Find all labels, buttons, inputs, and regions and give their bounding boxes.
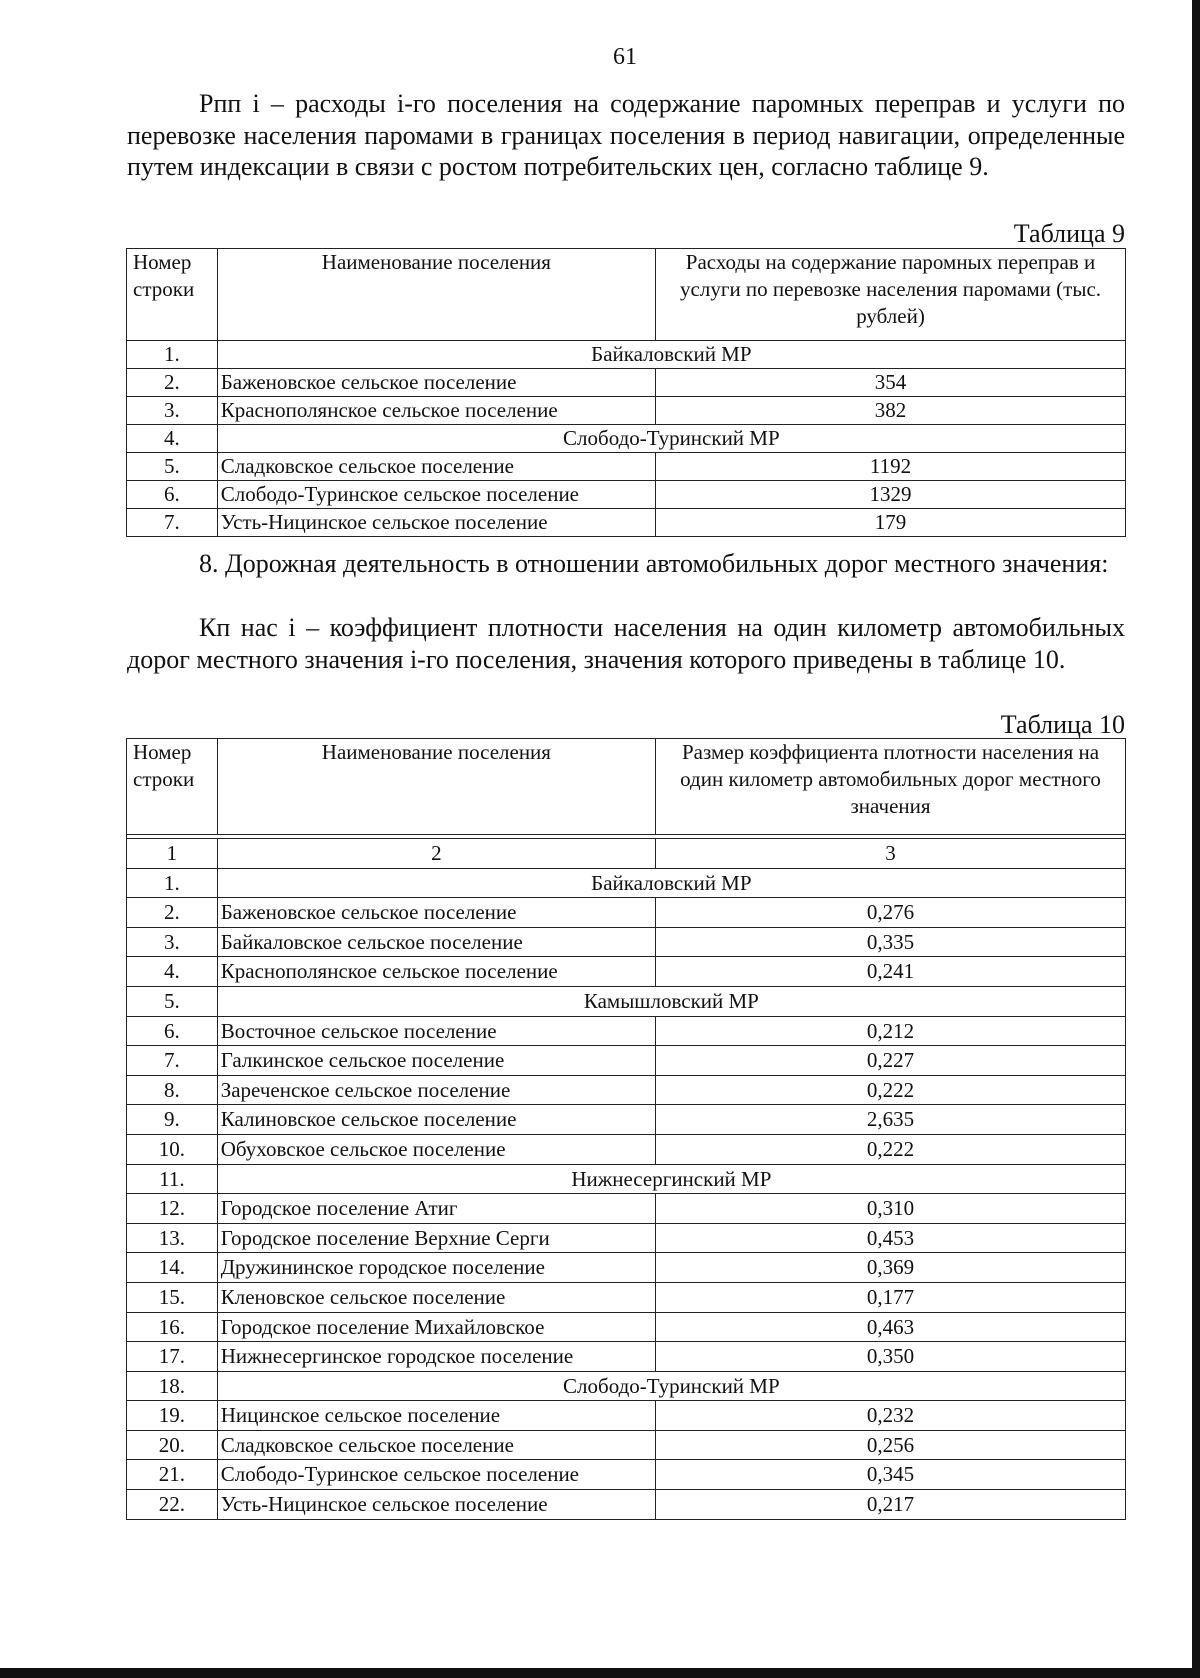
settlement-name: Дружининское городское поселение	[217, 1253, 655, 1283]
table-10-row	[127, 898, 1126, 928]
settlement-value: 0,217	[656, 1490, 1126, 1520]
settlement-name: Городское поселение Атиг	[217, 1194, 655, 1224]
row-number: 13.	[127, 1223, 218, 1253]
settlement-value: 0,212	[656, 1016, 1126, 1046]
settlement-value: 179	[656, 509, 1126, 537]
district-group-label: Камышловский МР	[217, 986, 1125, 1016]
settlement-value: 0,453	[656, 1223, 1126, 1253]
settlement-value: 354	[656, 369, 1126, 397]
settlement-name: Краснополянское сельское поселение	[217, 957, 655, 987]
table-9-row	[127, 369, 1126, 397]
scan-border-bottom	[0, 1668, 1200, 1678]
row-number: 7.	[127, 509, 218, 537]
row-number: 5.	[127, 453, 218, 481]
paragraph-density-coefficient	[127, 612, 1125, 675]
table-9-row	[127, 453, 1126, 481]
row-number: 11.	[127, 1164, 218, 1194]
table-9-row	[127, 397, 1126, 425]
settlement-value: 2,635	[656, 1105, 1126, 1135]
table-10-row	[127, 1134, 1126, 1164]
settlement-name: Галкинское сельское поселение	[217, 1046, 655, 1076]
row-number: 9.	[127, 1105, 218, 1135]
settlement-value: 0,310	[656, 1194, 1126, 1224]
district-group-label: Слободо-Туринский МР	[217, 1371, 1125, 1401]
row-number: 2.	[127, 369, 218, 397]
column-number-2: 2	[217, 839, 655, 869]
table-9-row	[127, 341, 1126, 369]
settlement-value: 1329	[656, 481, 1126, 509]
row-number: 1.	[127, 341, 218, 369]
row-number: 1.	[127, 868, 218, 898]
settlement-value: 0,232	[656, 1401, 1126, 1431]
table-10-row	[127, 1046, 1126, 1076]
row-number: 6.	[127, 1016, 218, 1046]
row-number: 3.	[127, 927, 218, 957]
table-10-row	[127, 1490, 1126, 1520]
district-group-label: Байкаловский МР	[217, 868, 1125, 898]
table-9	[126, 248, 1126, 537]
column-number-1: 1	[127, 839, 218, 869]
settlement-value: 0,335	[656, 927, 1126, 957]
row-number: 4.	[127, 425, 218, 453]
table-9-body	[127, 249, 1126, 537]
table-10-row	[127, 1312, 1126, 1342]
table-10	[126, 738, 1126, 1520]
table-10-row	[127, 1430, 1126, 1460]
table-10-row	[127, 927, 1126, 957]
settlement-value: 0,222	[656, 1075, 1126, 1105]
settlement-name: Байкаловское сельское поселение	[217, 927, 655, 957]
row-number: 14.	[127, 1253, 218, 1283]
row-number: 21.	[127, 1460, 218, 1490]
page-number: 61	[613, 44, 637, 70]
paragraph-ferry-expenses-text: Рпп i – расходы i-го поселения на содержание паромных переправ и услуги по перевозке населения паромами в границах поселения в период навигации, определенные путем индексации в связи с ростом потребительских цен, согласно таблице 9.	[127, 89, 1125, 181]
settlement-name: Восточное сельское поселение	[217, 1016, 655, 1046]
row-number: 22.	[127, 1490, 218, 1520]
row-number: 18.	[127, 1371, 218, 1401]
row-number: 2.	[127, 898, 218, 928]
settlement-value: 0,256	[656, 1430, 1126, 1460]
settlement-value: 0,177	[656, 1282, 1126, 1312]
row-number: 8.	[127, 1075, 218, 1105]
settlement-value: 0,463	[656, 1312, 1126, 1342]
table-10-row	[127, 1401, 1126, 1431]
table-10-header-number: Номер строки	[127, 739, 218, 835]
row-number: 10.	[127, 1134, 218, 1164]
table-10-header-row	[127, 739, 1126, 835]
settlement-name: Обуховское сельское поселение	[217, 1134, 655, 1164]
table-9-row	[127, 425, 1126, 453]
paragraph-road-activity	[127, 548, 1125, 580]
settlement-value: 0,241	[656, 957, 1126, 987]
row-number: 7.	[127, 1046, 218, 1076]
settlement-value: 382	[656, 397, 1126, 425]
settlement-value: 0,345	[656, 1460, 1126, 1490]
settlement-name: Усть-Ницинское сельское поселение	[217, 509, 655, 537]
settlement-name: Калиновское сельское поселение	[217, 1105, 655, 1135]
table-10-row	[127, 957, 1126, 987]
scan-border-right	[1192, 0, 1200, 1678]
table-10-row	[127, 868, 1126, 898]
table-10-row	[127, 1371, 1126, 1401]
settlement-name: Слободо-Туринское сельское поселение	[217, 1460, 655, 1490]
settlement-name: Нижнесергинское городское поселение	[217, 1342, 655, 1372]
table-10-row	[127, 1253, 1126, 1283]
settlement-value: 0,350	[656, 1342, 1126, 1372]
paragraph-ferry-expenses	[127, 88, 1125, 183]
settlement-name: Зареченское сельское поселение	[217, 1075, 655, 1105]
table-10-row	[127, 986, 1126, 1016]
settlement-value: 0,222	[656, 1134, 1126, 1164]
row-number: 12.	[127, 1194, 218, 1224]
table-9-header-number: Номер строки	[127, 249, 218, 341]
row-number: 4.	[127, 957, 218, 987]
table-9-row	[127, 481, 1126, 509]
table-10-row	[127, 1460, 1126, 1490]
column-number-3: 3	[656, 839, 1126, 869]
table-10-body	[127, 739, 1126, 1520]
settlement-value: 1192	[656, 453, 1126, 481]
row-number: 3.	[127, 397, 218, 425]
row-number: 15.	[127, 1282, 218, 1312]
table-9-header-row	[127, 249, 1126, 341]
table-10-row	[127, 1342, 1126, 1372]
table-10-row	[127, 1164, 1126, 1194]
table-10-column-numbers-row	[127, 839, 1126, 869]
row-number: 17.	[127, 1342, 218, 1372]
table-10-caption: Таблица 10	[1000, 710, 1125, 739]
settlement-name: Баженовское сельское поселение	[217, 898, 655, 928]
district-group-label: Нижнесергинский МР	[217, 1164, 1125, 1194]
paragraph-road-activity-text: 8. Дорожная деятельность в отношении автомобильных дорог местного значения:	[199, 549, 1109, 578]
settlement-value: 0,227	[656, 1046, 1126, 1076]
settlement-name: Баженовское сельское поселение	[217, 369, 655, 397]
table-9-header-expenses: Расходы на содержание паромных переправ и услуги по перевозке населения паромами (тыс. рублей)	[656, 249, 1126, 341]
settlement-name: Ницинское сельское поселение	[217, 1401, 655, 1431]
settlement-name: Сладковское сельское поселение	[217, 1430, 655, 1460]
table-9-header-name: Наименование поселения	[217, 249, 655, 341]
settlement-name: Городское поселение Верхние Серги	[217, 1223, 655, 1253]
table-10-row	[127, 1016, 1126, 1046]
settlement-value: 0,276	[656, 898, 1126, 928]
settlement-name: Городское поселение Михайловское	[217, 1312, 655, 1342]
table-10-header-coefficient: Размер коэффициента плотности населения на один километр автомобильных дорог местного значения	[656, 739, 1126, 835]
district-group-label: Слободо-Туринский МР	[217, 425, 1125, 453]
table-9-caption: Таблица 9	[1013, 219, 1125, 248]
row-number: 19.	[127, 1401, 218, 1431]
table-10-row	[127, 1105, 1126, 1135]
row-number: 20.	[127, 1430, 218, 1460]
table-10-row	[127, 1194, 1126, 1224]
settlement-name: Сладковское сельское поселение	[217, 453, 655, 481]
row-number: 6.	[127, 481, 218, 509]
settlement-name: Краснополянское сельское поселение	[217, 397, 655, 425]
settlement-name: Слободо-Туринское сельское поселение	[217, 481, 655, 509]
table-10-row	[127, 1223, 1126, 1253]
table-9-row	[127, 509, 1126, 537]
row-number: 16.	[127, 1312, 218, 1342]
row-number: 5.	[127, 986, 218, 1016]
settlement-name: Кленовское сельское поселение	[217, 1282, 655, 1312]
table-10-header-name: Наименование поселения	[217, 739, 655, 835]
settlement-name: Усть-Ницинское сельское поселение	[217, 1490, 655, 1520]
table-10-row	[127, 1282, 1126, 1312]
paragraph-density-coefficient-text: Кп нас i – коэффициент плотности населения на один километр автомобильных дорог местного значения i-го поселения, значения которого приведены в таблице 10.	[127, 613, 1125, 674]
settlement-value: 0,369	[656, 1253, 1126, 1283]
table-10-row	[127, 1075, 1126, 1105]
district-group-label: Байкаловский МР	[217, 341, 1125, 369]
